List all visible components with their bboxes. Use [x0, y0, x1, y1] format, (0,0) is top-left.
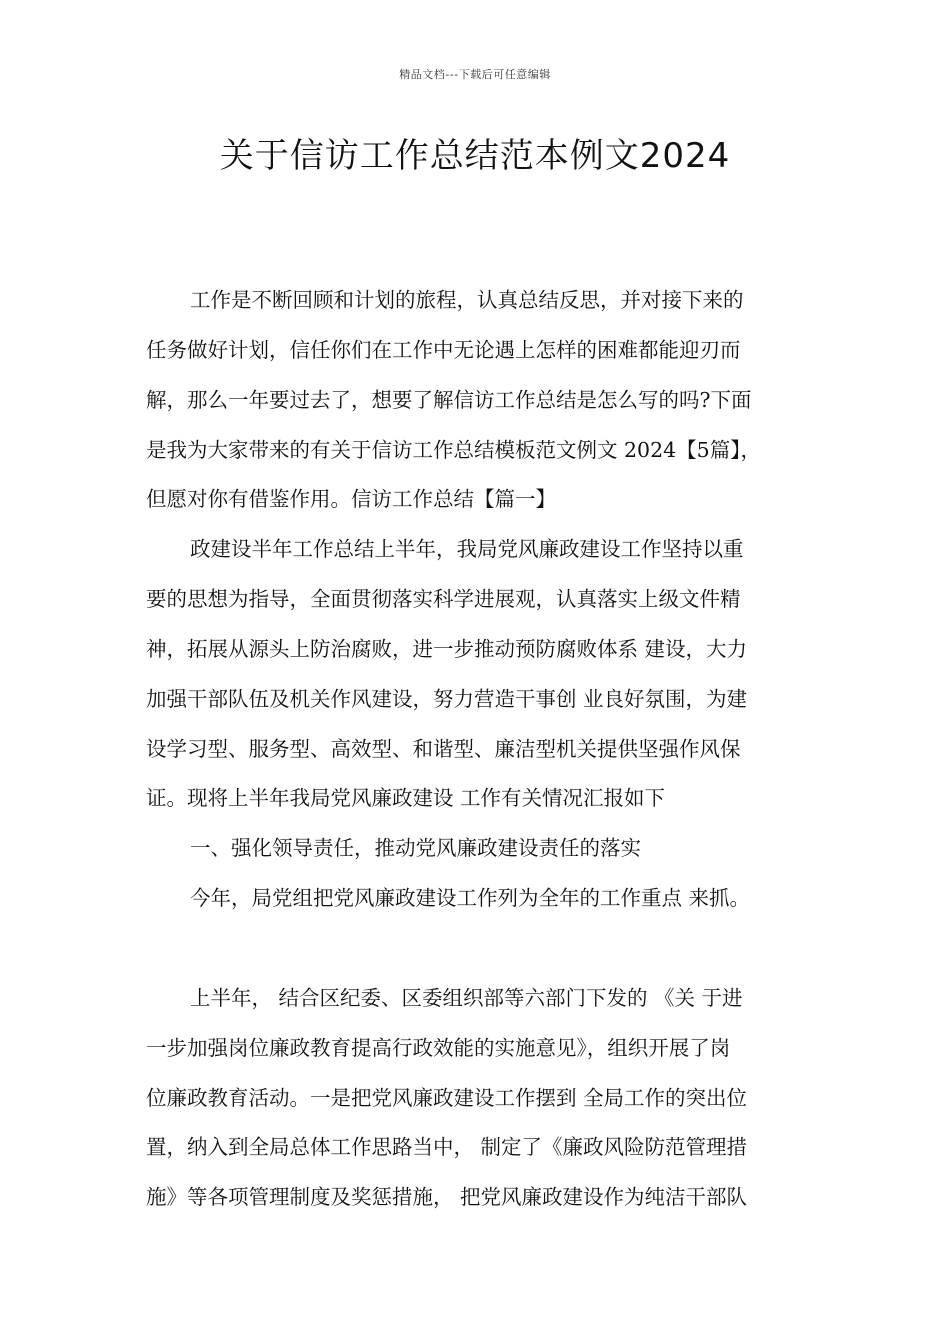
section-heading: 一、强化领导责任，推动党风廉政建设责任的落实 [190, 836, 641, 860]
paragraph-line: 解，那么一年要过去了，想要了解信访工作总结是怎么写的吗?下面 [146, 388, 752, 412]
paragraph-line: 今年，局党组把党风廉政建设工作列为全年的工作重点 来抓。 [190, 886, 751, 910]
paragraph-line: 置，纳入到全局总体工作思路当中， 制定了《廉政风险防范管理措 [146, 1135, 748, 1159]
paragraph-line: 任务做好计划，信任你们在工作中无论遇上怎样的困难都能迎刃而 [146, 338, 741, 362]
paragraph-line: 加强干部队伍及机关作风建设，努力营造干事创 业良好氛围，为建 [146, 687, 748, 711]
header-note: 精品文档---下载后可任意编辑 [399, 68, 551, 81]
paragraph-line: 上半年， 结合区纪委、区委组织部等六部门下发的 《关 于进 [190, 986, 743, 1010]
paragraph-line: 位廉政教育活动。一是把党风廉政建设工作摆到 全局工作的突出位 [146, 1086, 748, 1110]
paragraph-line: 工作是不断回顾和计划的旅程，认真总结反思，并对接下来的 [190, 288, 744, 312]
paragraph-line: 一步加强岗位廉政教育提高行政效能的实施意见》，组织开展了岗 [146, 1036, 731, 1060]
paragraph-line: 政建设半年工作总结上半年，我局党风廉政建设工作坚持以重 [190, 537, 744, 561]
paragraph-line: 证。现将上半年我局党风廉政建设 工作有关情况汇报如下 [146, 786, 666, 810]
paragraph-line: 但愿对你有借鉴作用。信访工作总结【篇一】 [146, 487, 556, 511]
paragraph-line: 神，拓展从源头上防治腐败，进一步推动预防腐败体系 建设，大力 [146, 637, 748, 661]
document-title: 关于信访工作总结范本例文2024 [219, 136, 731, 176]
paragraph-line: 施》等各项管理制度及奖惩措施， 把党风廉政建设作为纯洁干部队 [146, 1185, 748, 1209]
paragraph-line: 要的思想为指导，全面贯彻落实科学进展观，认真落实上级文件精 [146, 587, 741, 611]
paragraph-line: 是我为大家带来的有关于信访工作总结模板范文例文 2024【5篇】， [146, 438, 761, 462]
paragraph-line: 设学习型、服务型、高效型、和谐型、廉洁型机关提供坚强作风保 [146, 737, 741, 761]
